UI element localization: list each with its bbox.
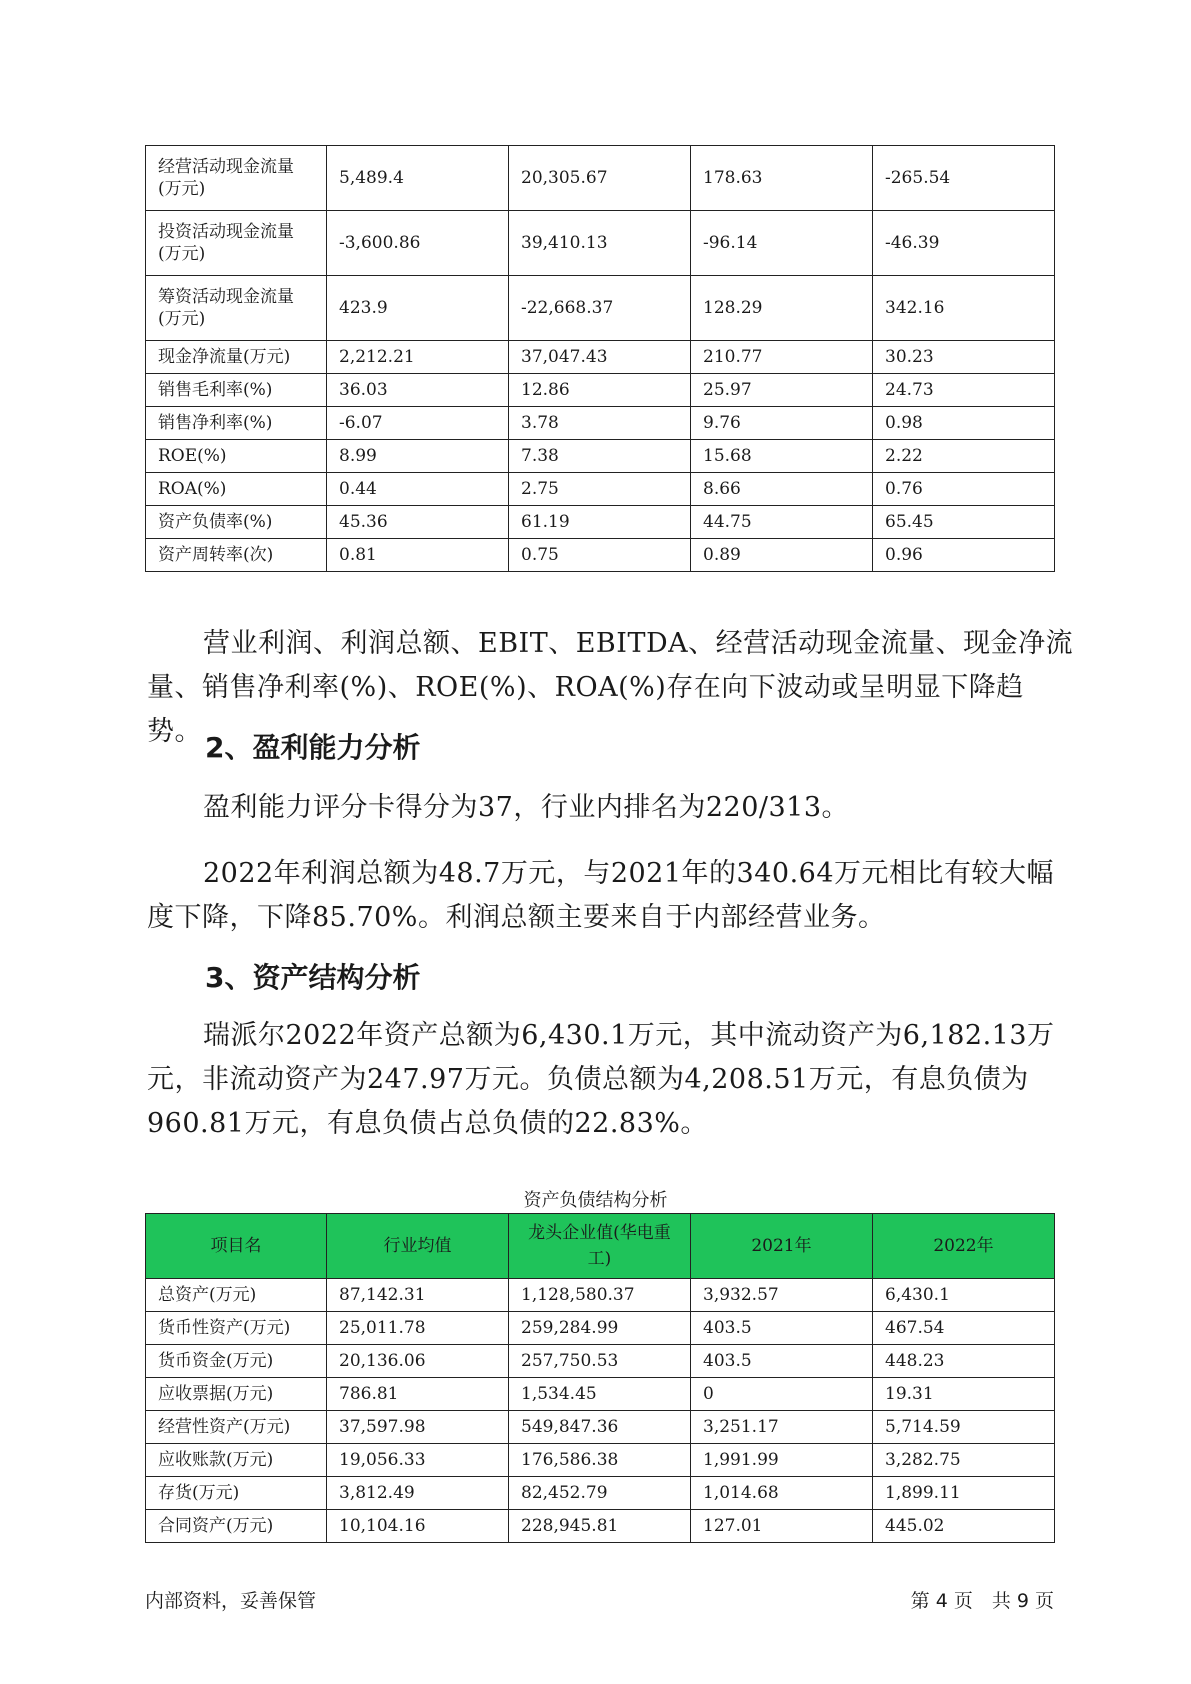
- profitability-score-paragraph: 盈利能力评分卡得分为37，行业内排名为220/313。: [203, 792, 850, 823]
- value-cell: 0.96: [873, 539, 1055, 572]
- value-cell: 1,534.45: [509, 1378, 691, 1411]
- value-cell: -96.14: [691, 211, 873, 276]
- row-label-cell: 销售净利率(%): [146, 407, 327, 440]
- value-cell: 0.89: [691, 539, 873, 572]
- value-cell: 6,430.1: [873, 1279, 1055, 1312]
- profit-total-paragraph: 2022年利润总额为48.7万元，与2021年的340.64万元相比有较大幅度下降，下降85.70%。利润总额主要来自于内部经营业务。: [147, 858, 1055, 933]
- row-label-cell: 资产负债率(%): [146, 506, 327, 539]
- value-cell: 37,597.98: [327, 1411, 509, 1444]
- value-cell: 25,011.78: [327, 1312, 509, 1345]
- footer-confidential-note: 内部资料，妥善保管: [145, 1590, 317, 1612]
- table-row: [146, 539, 1055, 572]
- value-cell: 178.63: [691, 146, 873, 211]
- table-row: [146, 1510, 1055, 1543]
- value-cell: 127.01: [691, 1510, 873, 1543]
- column-header: 2022年: [873, 1214, 1055, 1279]
- row-label-cell: 经营性资产(万元): [146, 1411, 327, 1444]
- value-cell: 3,932.57: [691, 1279, 873, 1312]
- table-row: [146, 1477, 1055, 1510]
- value-cell: 2,212.21: [327, 341, 509, 374]
- row-label-cell: 存货(万元): [146, 1477, 327, 1510]
- table-header-row: [146, 1214, 1055, 1279]
- column-header: 项目名: [146, 1214, 327, 1279]
- financial-indicators-table: [145, 145, 1055, 572]
- section-heading-profitability: 2、盈利能力分析: [205, 731, 421, 764]
- row-label-cell: 应收票据(万元): [146, 1378, 327, 1411]
- value-cell: 19.31: [873, 1378, 1055, 1411]
- table-row: [146, 1312, 1055, 1345]
- value-cell: 3,812.49: [327, 1477, 509, 1510]
- value-cell: 2.75: [509, 473, 691, 506]
- value-cell: 1,991.99: [691, 1444, 873, 1477]
- value-cell: 7.38: [509, 440, 691, 473]
- value-cell: 210.77: [691, 341, 873, 374]
- table-row: [146, 407, 1055, 440]
- value-cell: 0.81: [327, 539, 509, 572]
- section-heading-asset-structure: 3、资产结构分析: [205, 961, 421, 994]
- value-cell: 87,142.31: [327, 1279, 509, 1312]
- value-cell: 36.03: [327, 374, 509, 407]
- value-cell: 44.75: [691, 506, 873, 539]
- table-row: [146, 1345, 1055, 1378]
- value-cell: -46.39: [873, 211, 1055, 276]
- value-cell: 448.23: [873, 1345, 1055, 1378]
- value-cell: 1,128,580.37: [509, 1279, 691, 1312]
- value-cell: 19,056.33: [327, 1444, 509, 1477]
- table-row: [146, 473, 1055, 506]
- table-row: [146, 146, 1055, 211]
- table-row: [146, 506, 1055, 539]
- value-cell: 39,410.13: [509, 211, 691, 276]
- value-cell: 0.44: [327, 473, 509, 506]
- value-cell: -22,668.37: [509, 276, 691, 341]
- value-cell: 1,014.68: [691, 1477, 873, 1510]
- table-row: [146, 374, 1055, 407]
- value-cell: 467.54: [873, 1312, 1055, 1345]
- row-label-cell: 现金净流量(万元): [146, 341, 327, 374]
- value-cell: 65.45: [873, 506, 1055, 539]
- row-label-cell: ROA(%): [146, 473, 327, 506]
- value-cell: 37,047.43: [509, 341, 691, 374]
- trend-paragraph: 营业利润、利润总额、EBIT、EBITDA、经营活动现金流量、现金净流量、销售净利率(%)、ROE(%)、ROA(%)存在向下波动或呈明显下降趋势。: [147, 628, 1074, 747]
- value-cell: 259,284.99: [509, 1312, 691, 1345]
- table-row: [146, 440, 1055, 473]
- table-caption: 资产负债结构分析: [523, 1190, 668, 1211]
- row-label-cell: 筹资活动现金流量(万元): [146, 276, 327, 341]
- value-cell: 5,714.59: [873, 1411, 1055, 1444]
- value-cell: 15.68: [691, 440, 873, 473]
- value-cell: 403.5: [691, 1312, 873, 1345]
- value-cell: 3,251.17: [691, 1411, 873, 1444]
- table-row: [146, 211, 1055, 276]
- footer-page-number: 第 4 页 共 9 页: [910, 1590, 1054, 1612]
- table-row: [146, 341, 1055, 374]
- value-cell: 176,586.38: [509, 1444, 691, 1477]
- value-cell: 2.22: [873, 440, 1055, 473]
- value-cell: 445.02: [873, 1510, 1055, 1543]
- row-label-cell: 合同资产(万元): [146, 1510, 327, 1543]
- value-cell: 8.66: [691, 473, 873, 506]
- value-cell: 10,104.16: [327, 1510, 509, 1543]
- row-label-cell: 货币资金(万元): [146, 1345, 327, 1378]
- row-label-cell: 总资产(万元): [146, 1279, 327, 1312]
- column-header: 行业均值: [327, 1214, 509, 1279]
- table-row: [146, 1378, 1055, 1411]
- table-row: [146, 276, 1055, 341]
- value-cell: 45.36: [327, 506, 509, 539]
- table-row: [146, 1411, 1055, 1444]
- value-cell: 25.97: [691, 374, 873, 407]
- row-label-cell: 资产周转率(次): [146, 539, 327, 572]
- value-cell: 1,899.11: [873, 1477, 1055, 1510]
- value-cell: 5,489.4: [327, 146, 509, 211]
- value-cell: -6.07: [327, 407, 509, 440]
- value-cell: 20,136.06: [327, 1345, 509, 1378]
- value-cell: -265.54: [873, 146, 1055, 211]
- value-cell: 12.86: [509, 374, 691, 407]
- row-label-cell: 应收账款(万元): [146, 1444, 327, 1477]
- value-cell: 228,945.81: [509, 1510, 691, 1543]
- value-cell: 8.99: [327, 440, 509, 473]
- value-cell: -3,600.86: [327, 211, 509, 276]
- row-label-cell: 销售毛利率(%): [146, 374, 327, 407]
- row-label-cell: 投资活动现金流量(万元): [146, 211, 327, 276]
- column-header: 2021年: [691, 1214, 873, 1279]
- value-cell: 342.16: [873, 276, 1055, 341]
- value-cell: 24.73: [873, 374, 1055, 407]
- value-cell: 0: [691, 1378, 873, 1411]
- value-cell: 3,282.75: [873, 1444, 1055, 1477]
- row-label-cell: 货币性资产(万元): [146, 1312, 327, 1345]
- value-cell: 257,750.53: [509, 1345, 691, 1378]
- value-cell: 3.78: [509, 407, 691, 440]
- asset-liability-structure-table: [145, 1213, 1055, 1543]
- value-cell: 61.19: [509, 506, 691, 539]
- value-cell: 128.29: [691, 276, 873, 341]
- table-row: [146, 1279, 1055, 1312]
- value-cell: 0.75: [509, 539, 691, 572]
- asset-structure-paragraph: 瑞派尔2022年资产总额为6,430.1万元，其中流动资产为6,182.13万元，非流动资产为247.97万元。负债总额为4,208.51万元，有息负债为960.81万元，有息负债占总负债的22.83%。: [147, 1020, 1055, 1139]
- row-label-cell: 经营活动现金流量(万元): [146, 146, 327, 211]
- column-header: 龙头企业值(华电重工): [509, 1214, 691, 1279]
- value-cell: 0.76: [873, 473, 1055, 506]
- value-cell: 423.9: [327, 276, 509, 341]
- value-cell: 20,305.67: [509, 146, 691, 211]
- value-cell: 9.76: [691, 407, 873, 440]
- value-cell: 0.98: [873, 407, 1055, 440]
- value-cell: 30.23: [873, 341, 1055, 374]
- value-cell: 549,847.36: [509, 1411, 691, 1444]
- row-label-cell: ROE(%): [146, 440, 327, 473]
- value-cell: 786.81: [327, 1378, 509, 1411]
- value-cell: 403.5: [691, 1345, 873, 1378]
- table-row: [146, 1444, 1055, 1477]
- value-cell: 82,452.79: [509, 1477, 691, 1510]
